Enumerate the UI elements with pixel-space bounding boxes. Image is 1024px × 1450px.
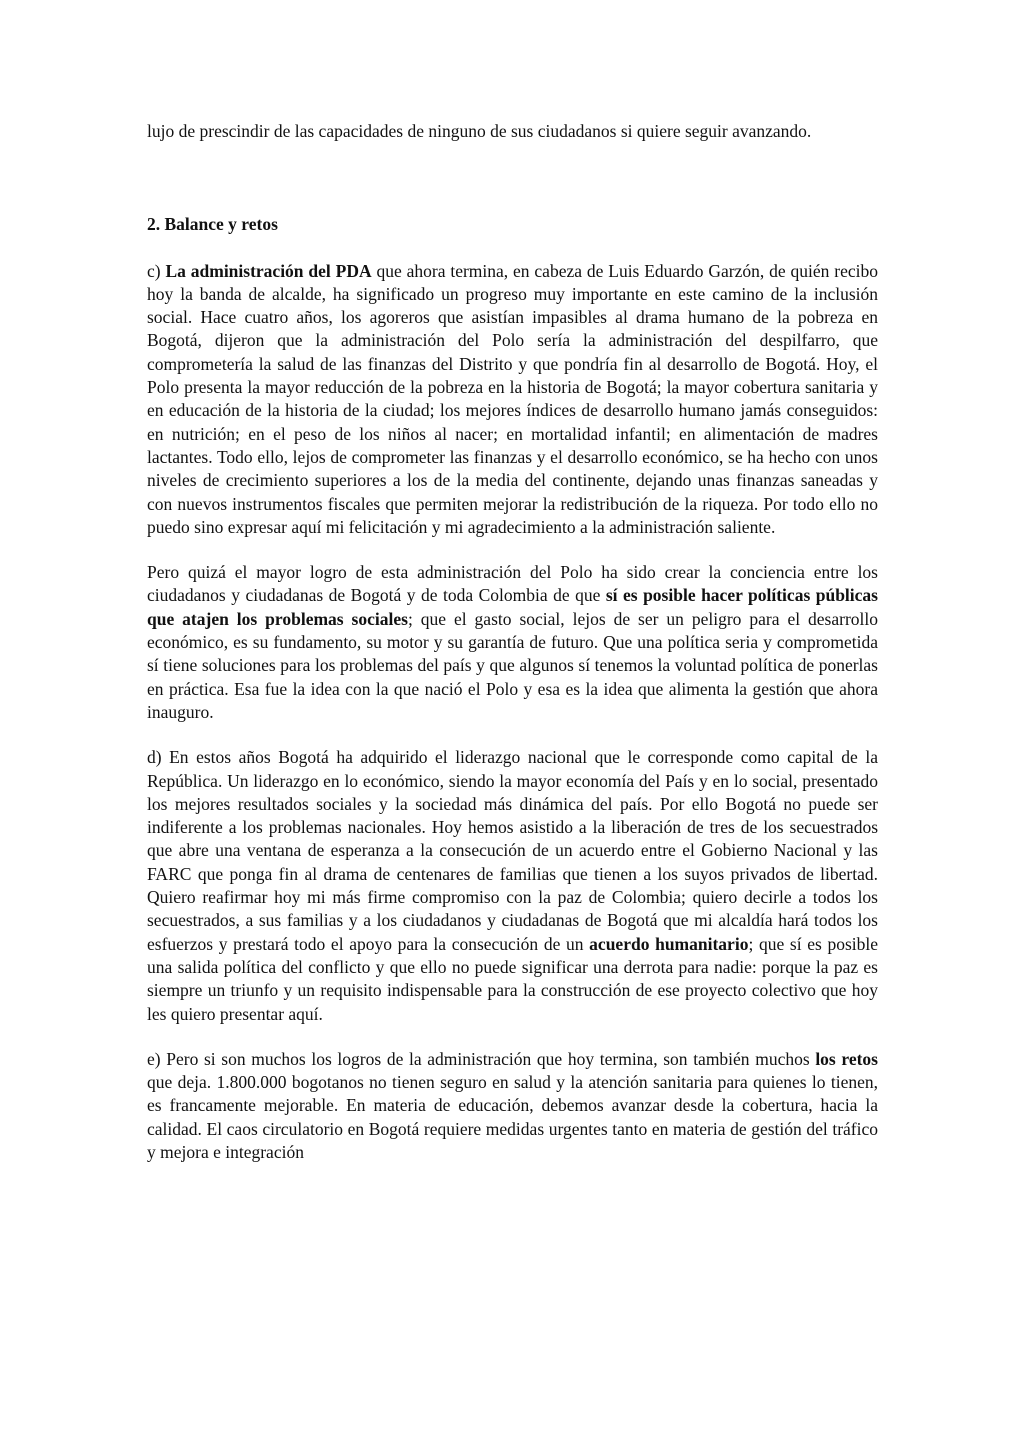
intro-continuation-paragraph: lujo de prescindir de las capacidades de ninguno de sus ciudadanos si quiere seguir avanzando. xyxy=(147,121,812,141)
paragraph-e-text-before: e) Pero si son muchos los logros de la administración que hoy termina, son también muchos xyxy=(147,1048,816,1069)
paragraph-pero xyxy=(147,561,878,724)
spacer xyxy=(147,724,878,746)
paragraph-c-label: c) xyxy=(147,260,166,281)
paragraph-pero-bold: sí es posible hacer políticas públicas que atajen los problemas sociales xyxy=(147,585,878,629)
paragraph-pero-text-after: ; que el gasto social, lejos de ser un peligro para el desarrollo económico, es su fundamento, su motor y su garantía de futuro. Que una política seria y comprometida sí tiene soluciones para los problemas del país y que algunos sí tenemos la voluntad política de ponerlas en práctica. Esa fue la idea con la que nació el Polo y esa es la idea que alimenta la gestión que ahora inauguro. xyxy=(147,608,879,722)
spacer xyxy=(147,237,878,260)
spacer xyxy=(147,539,878,561)
paragraph-e-bold: los retos xyxy=(815,1048,878,1069)
paragraph-e-text-after: que deja. 1.800.000 bogotanos no tienen seguro en salud y la atención sanitaria para quienes lo tienen, es francamente mejorable. En materia de educación, debemos avanzar desde la cobertura, hacia la calidad. El caos circulatorio en Bogotá requiere medidas urgentes tanto en materia de gestión del tráfico y mejora e integración xyxy=(147,1072,878,1162)
document-page xyxy=(147,120,878,1164)
paragraph-d-text-after: ; que sí es posible una salida política del conflicto y que ello no puede significar una derrota para nadie: porque la paz es siempre un triunfo y un requisito indispensable para la construcción de ese proyecto colectivo que hoy les quiero presentar aquí. xyxy=(147,933,879,1024)
paragraph-d-bold: acuerdo humanitario xyxy=(589,933,749,954)
paragraph-e xyxy=(147,1048,878,1164)
paragraph-d-text-before: d) En estos años Bogotá ha adquirido el liderazgo nacional que le corresponde como capital de la República. Un liderazgo en lo económico, siendo la mayor economía del País y en lo social, presentado los mejores resultados sociales y la sociedad más dinámica del país. Por ello Bogotá no puede ser indiferente a los problemas nacionales. Hoy hemos asistido a la liberación de tres de los secuestrados que abre una ventana de esperanza a la consecución de un acuerdo entre el Gobierno Nacional y las FARC que ponga fin al drama de centenares de familias que tienen a los suyos privados de libertad. Quiero reafirmar hoy mi más firme compromiso con la paz de Colombia; quiero decirle a todos los secuestrados, a sus familias y a los ciudadanos y ciudadanas de Bogotá que mi alcaldía hará todos los esfuerzos y prestará todo el apoyo para la consecución de un xyxy=(147,747,878,954)
paragraph-d xyxy=(147,746,878,1026)
paragraph-c xyxy=(147,260,878,540)
spacer xyxy=(147,1026,878,1048)
paragraph-c-text: que ahora termina, en cabeza de Luis Eduardo Garzón, de quién recibo hoy la banda de alcalde, ha significado un progreso muy importante en este camino de la inclusión social. Hace cuatro años, los agoreros que asistían impasibles al drama humano de la pobreza en Bogotá, dijeron que la administración del Polo sería la administración del despilfarro, que comprometería la salud de las finanzas del Distrito y que pondría fin al desarrollo de Bogotá. Hoy, el Polo presenta la mayor reducción de la pobreza en la historia de Bogotá; la mayor cobertura sanitaria y en educación de la historia de la ciudad; los mejores índices de desarrollo humano jamás conseguidos: en nutrición; en el peso de los niños al nacer; en mortalidad infantil; en alimentación de madres lactantes. Todo ello, lejos de comprometer las finanzas y el desarrollo económico, se ha hecho con unos niveles de crecimiento superiores a los de la media del continente, dejando unas finanzas saneadas y con nuevos instrumentos fiscales que permiten mejorar la redistribución de la riqueza. Por todo ello no puedo sino expresar aquí mi felicitación y mi agradecimiento a la administración saliente. xyxy=(147,260,878,537)
spacer xyxy=(147,143,878,213)
section-heading: 2. Balance y retos xyxy=(147,214,278,235)
paragraph-c-bold: La administración del PDA xyxy=(165,260,372,281)
paragraph-pero-text-before: Pero quizá el mayor logro de esta administración del Polo ha sido crear la conciencia entre los ciudadanos y ciudadanas de Bogotá y de toda Colombia de que xyxy=(147,562,878,606)
